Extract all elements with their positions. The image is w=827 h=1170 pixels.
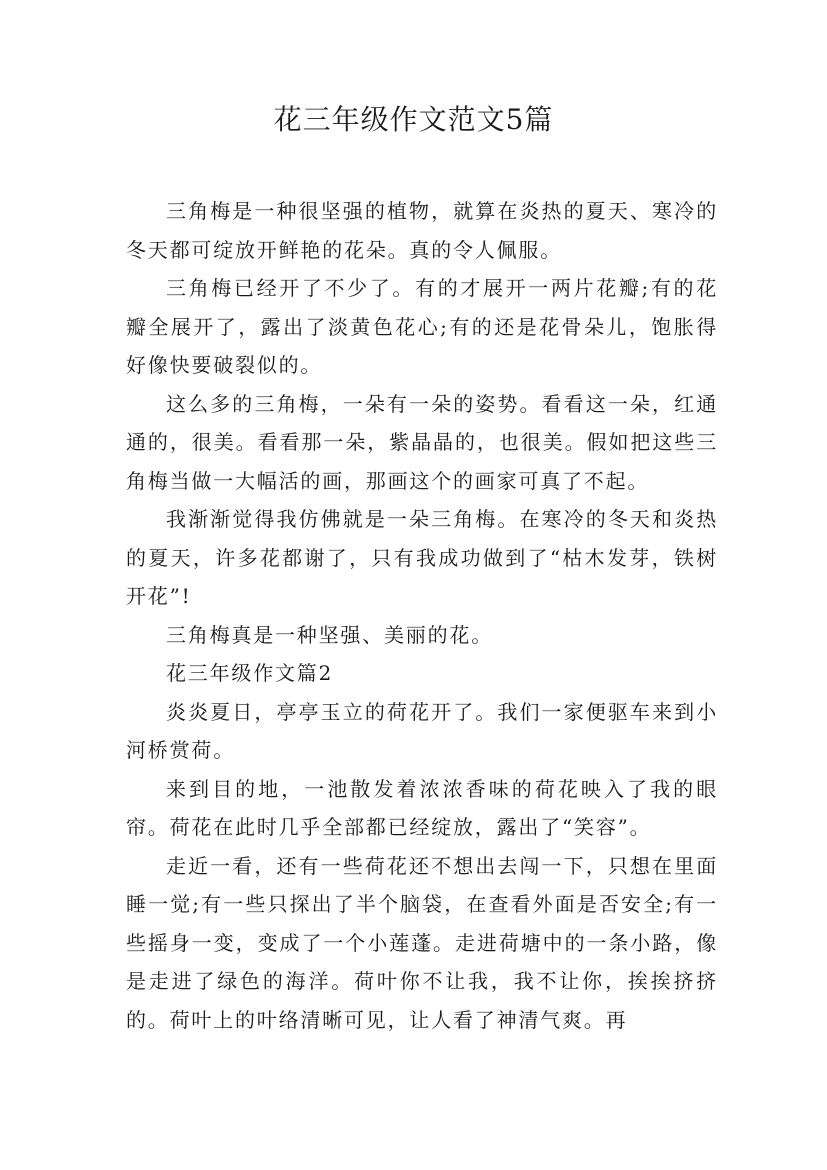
paragraph-5: 三角梅真是一种坚强、美丽的花。 — [166, 622, 493, 647]
paragraph-6: 炎炎夏日，亭亭玉立的荷花开了。我们一家便驱车来到小河桥赏荷。 — [126, 699, 718, 762]
paragraph-1: 三角梅是一种很坚强的植物，就算在炎热的夏天、寒冷的冬天都可绽放开鲜艳的花朵。真的令人佩服。 — [126, 199, 718, 262]
section-heading-2: 花三年级作文篇2 — [166, 661, 334, 685]
paragraph-3: 这么多的三角梅，一朵有一朵的姿势。看看这一朵，红通通的，很美。看看那一朵，紫晶晶的，也很美。假如把这些三角梅当做一大幅活的画，那画这个的画家可真了不起。 — [126, 391, 718, 493]
paragraph-2: 三角梅已经开了不少了。有的才展开一两片花瓣;有的花瓣全展开了，露出了淡黄色花心;有的还是花骨朵儿，饱胀得好像快要破裂似的。 — [126, 276, 718, 377]
paragraph-7: 来到目的地，一池散发着浓浓香味的荷花映入了我的眼帘。荷花在此时几乎全部都已经绽放，露出了“笑容”。 — [126, 776, 718, 839]
paragraph-8: 走近一看，还有一些荷花还不想出去闯一下，只想在里面睡一觉;有一些只探出了半个脑袋，在查看外面是否安全;有一些摇身一变，变成了一个小莲蓬。走进荷塘中的一条小路，像是走进了绿色的海洋。荷叶你不让我，我不让你，挨挨挤挤的。荷叶上的叶络清晰可见，让人看了神清气爽。再 — [126, 853, 718, 1032]
document-title: 花三年级作文范文5篇 — [273, 103, 554, 136]
document-body — [126, 192, 718, 1039]
paragraph-4: 我渐渐觉得我仿佛就是一朵三角梅。在寒冷的冬天和炎热的夏天，许多花都谢了，只有我成功做到了“枯木发芽，铁树开花”! — [126, 507, 718, 608]
